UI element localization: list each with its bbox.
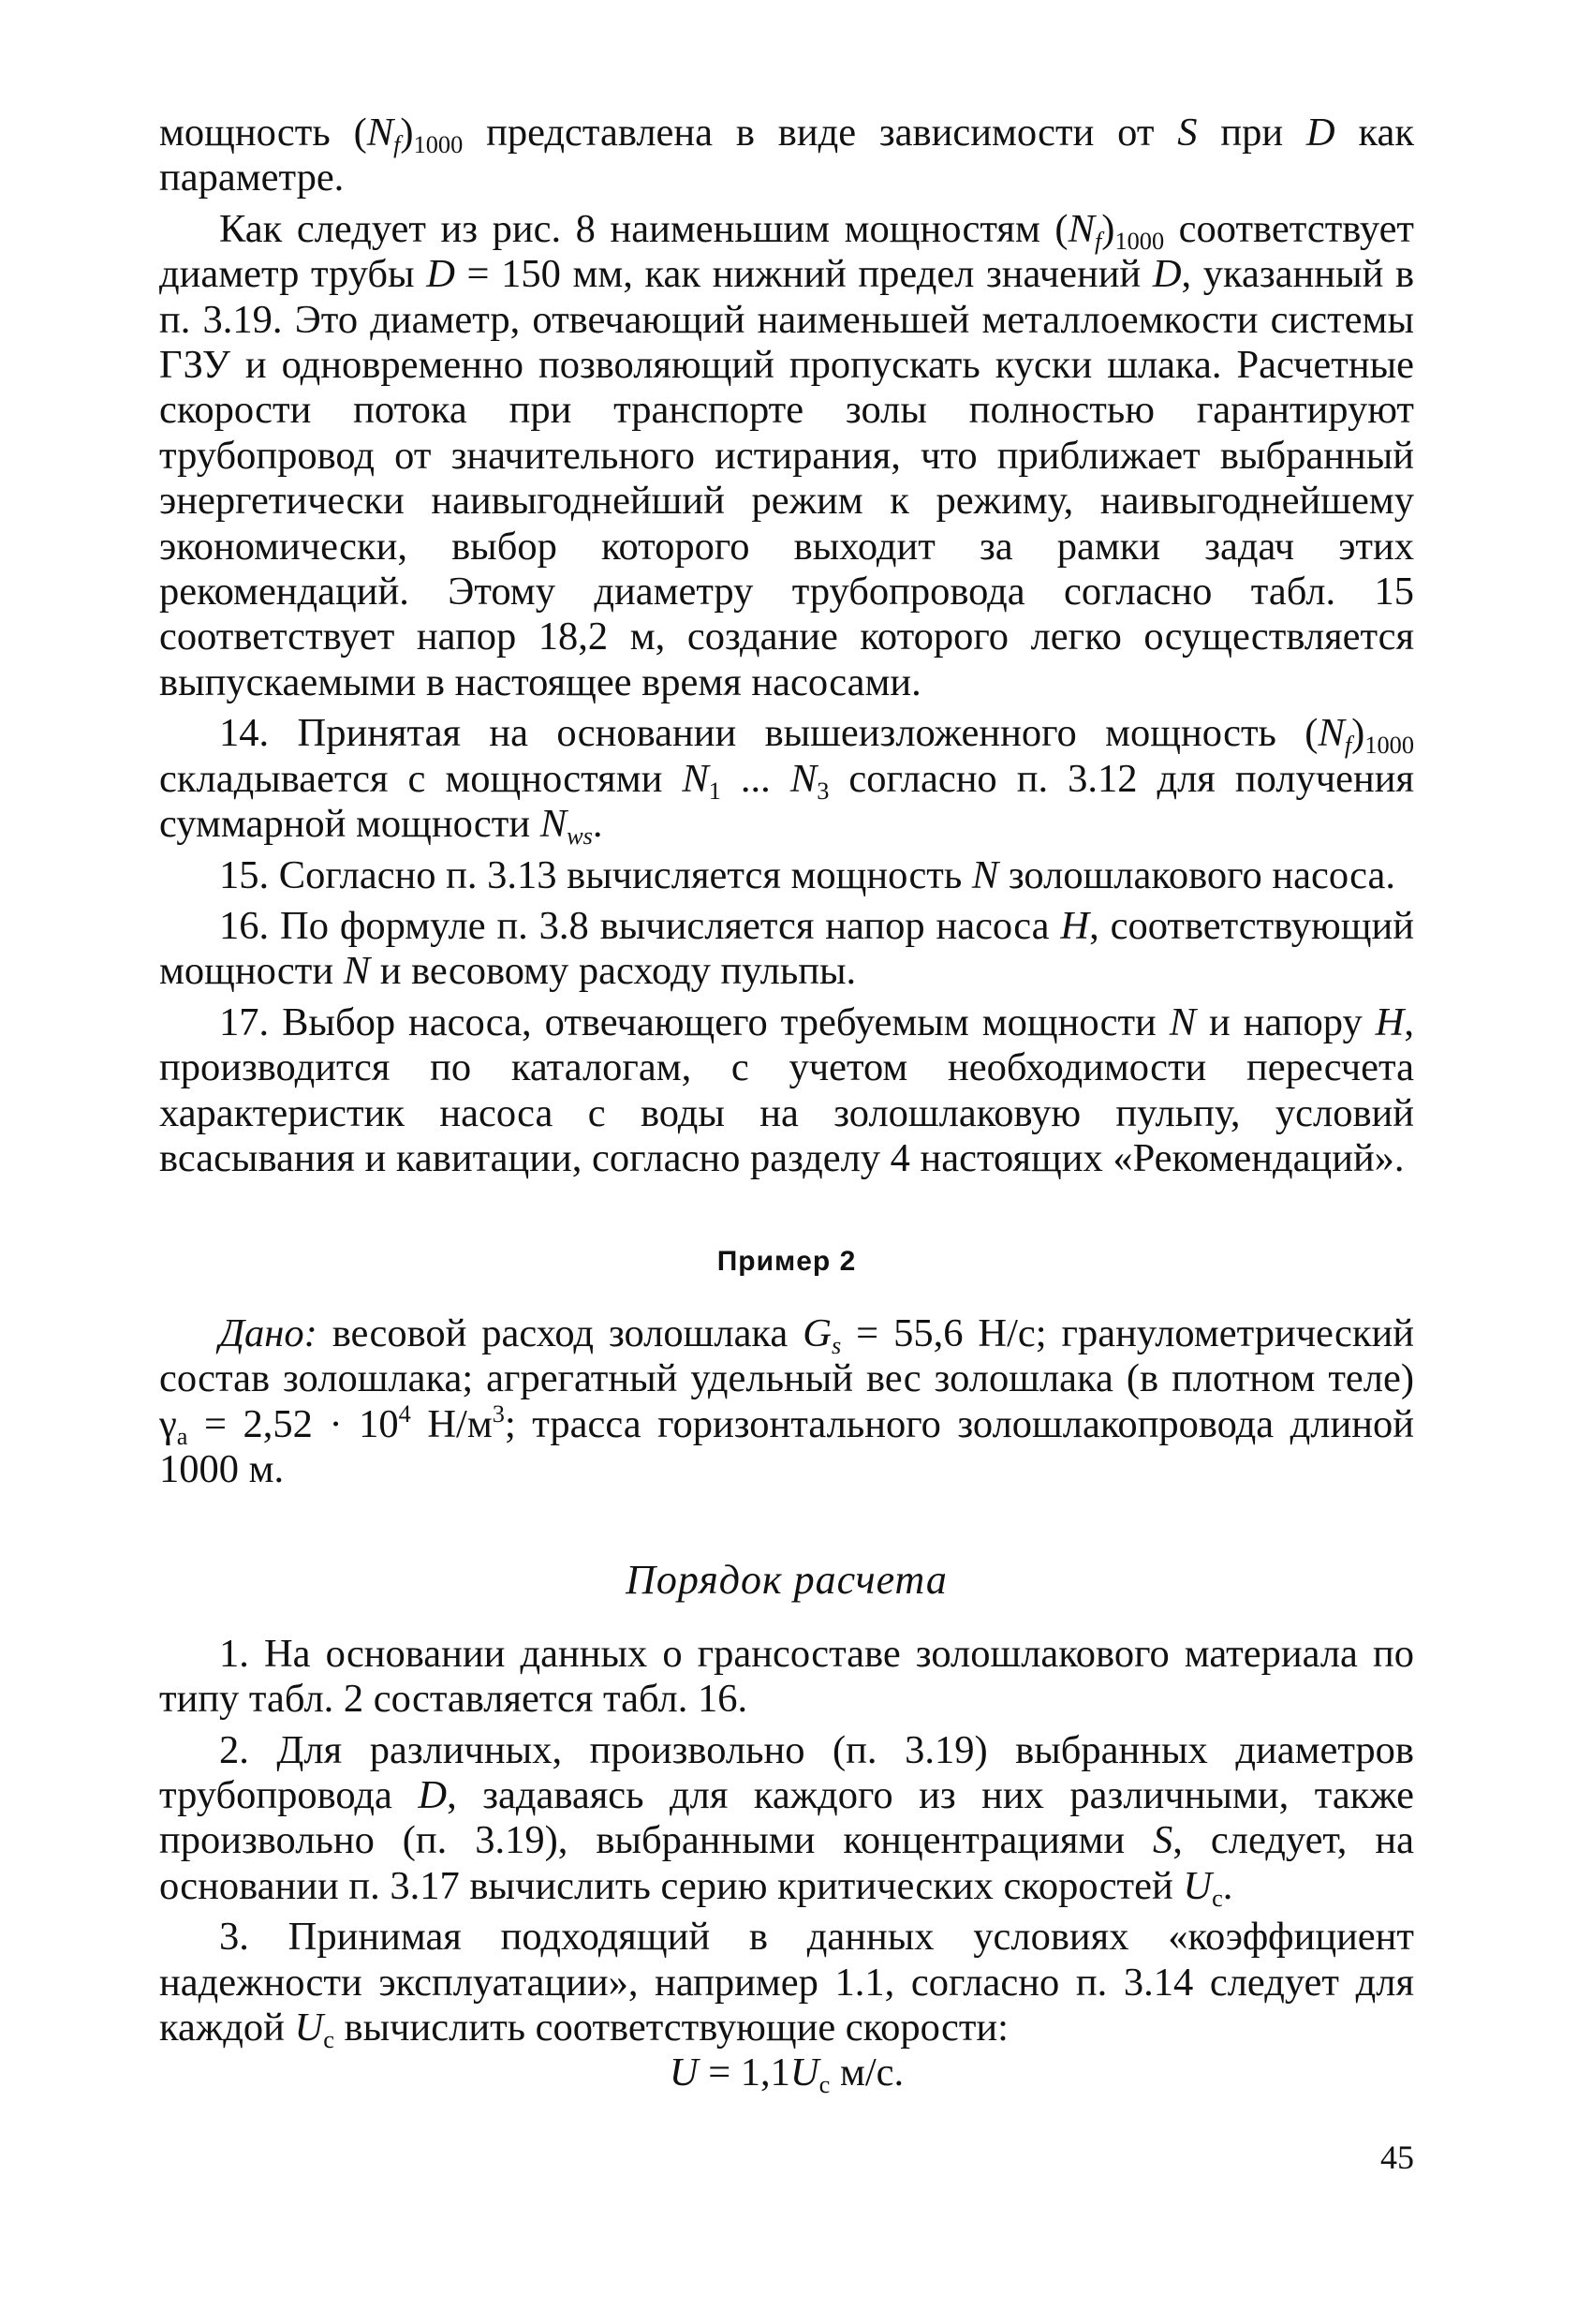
paragraph-step-3: 3. Принимая подходящий в данных условиях «коэффициент надежности эксплуатации», например 1.1, согласно п. 3.14 следует для каждой $U_с$ вычислить соответствующие скорости:: [159, 1915, 1414, 2053]
paragraph-fig8: Как следует из рис. 8 наименьшим мощностям $(N_f)_{1000}$ соответствует диаметр трубы D = 150 мм, как нижний предел значений D, указанный в п. 3.19. Это диаметр, отвечающий наименьшей металлоемкости системы ГЗУ и одновременно позволяющий пропускать куски шлака. Расчетные скорости потока при транспорте золы полностью гарантируют трубопровод от значительного истирания, что приближает выбранный энергетически наивыгоднейший режим к режиму, наивыгоднейшему экономически, выбор которого выходит за рамки задач этих рекомендаций. Этому диаметру трубопровода согласно табл. 15 соответствует напор 18,2 м, создание которого легко осуществляется выпускаемыми в настоящее время насосами.: [159, 206, 1415, 704]
paragraph-15: 15. Согласно п. 3.13 вычисляется мощность N золошлакового насоса.: [219, 852, 1396, 897]
paragraph-16: 16. По формуле п. 3.8 вычисляется напор насоса H, соответствующий мощности N и весовому расходу пульпы.: [159, 903, 1414, 994]
paragraph-step-1: 1. На основании данных о грансоставе золошлакового материала по типу табл. 2 составляется табл. 16.: [159, 1631, 1414, 1722]
page-number: 45: [1380, 2139, 1414, 2176]
procedure-heading: Порядок расчета: [626, 1557, 948, 1604]
example-heading: Пример 2: [716, 1246, 857, 1278]
paragraph-continuation: мощность $(N_f)_{1000}$ представлена в виде зависимости от S при D как параметре.: [159, 111, 1414, 200]
formula-velocity: $U = 1,1U_с$ м/с.: [669, 2050, 905, 2099]
text-body: [159, 111, 1415, 2099]
paragraph-17: 17. Выбор насоса, отвечающего требуемым мощности N и напору H, производится по каталогам, с учетом необходимости пересчета характеристик насоса с воды на золошлаковую пульпу, условий всасывания и кавитации, согласно разделу 4 настоящих «Рекомендаций».: [159, 999, 1414, 1180]
paragraph-given: Дано: весовой расход золошлака $G_s = 55,6$ Н/с; гранулометрический состав золошлака; агрегатный удельный вес золошлака (в плотном теле) $\gamma_a = 2,52 \cdot 10^4$ $Н/м^3$; трасса горизонтального золошлакопровода длиной 1000 м.: [159, 1310, 1414, 1491]
paragraph-14: 14. Принятая на основании вышеизложенного мощность $(N_f)_{1000}$ складывается с мощностями $N_1$ ... $N_3$ согласно п. 3.12 для получения суммарной мощности $N_{ws}$.: [159, 711, 1415, 850]
paragraph-step-2: 2. Для различных, произвольно (п. 3.19) выбранных диаметров трубопровода D, задаваясь для каждого из них различными, также произвольно (п. 3.19), выбранными концентрациями S, следует, на основании п. 3.17 вычислить серию критических скоростей $U_с$.: [159, 1727, 1414, 1912]
